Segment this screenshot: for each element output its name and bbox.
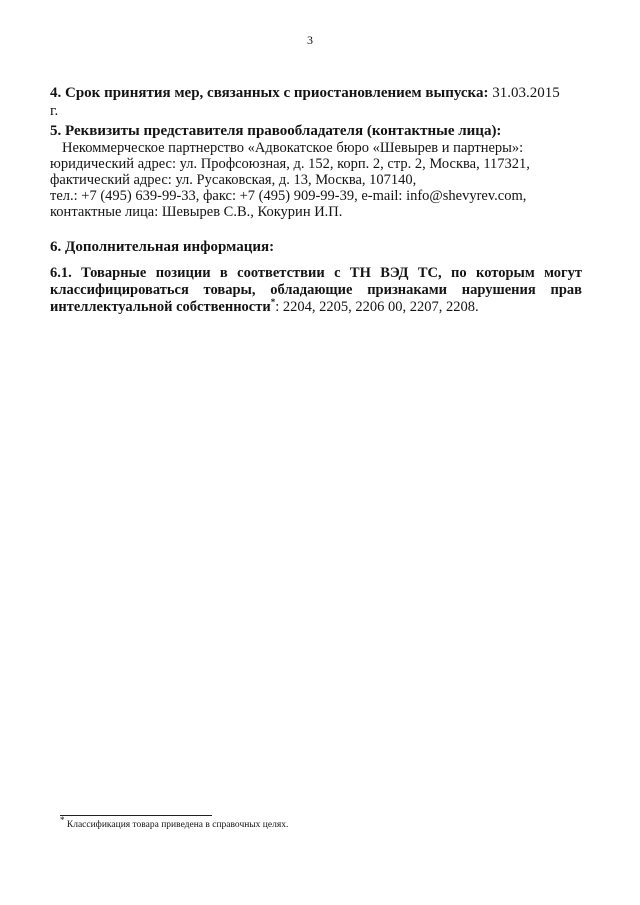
page-number: 3 — [307, 33, 313, 47]
section-5-heading: 5. Реквизиты представителя правообладателя (контактные лица): — [50, 123, 502, 139]
footnote-mark: * — [60, 815, 65, 825]
footnote-divider — [60, 815, 212, 816]
section-4-line — [50, 84, 570, 120]
section-4-value: 31.03.2015 г. — [50, 85, 560, 119]
section-5-line-5: контактные лица: Шевырев С.В., Кокурин И.П. — [50, 204, 343, 220]
section-5-line-3: фактический адрес: ул. Русаковская, д. 13, Москва, 107140, — [50, 172, 417, 188]
footnote-reference-mark: * — [270, 297, 276, 308]
section-5-line-2: юридический адрес: ул. Профсоюзная, д. 152, корп. 2, стр. 2, Москва, 117321, — [50, 156, 530, 172]
section-6-1-line-3 — [50, 299, 582, 316]
section-5 — [50, 122, 570, 220]
section-6-1-codes: : 2204, 2205, 2206 00, 2207, 2208. — [275, 299, 479, 315]
footnote-text: Классификация товара приведена в справочных целях. — [64, 820, 289, 831]
section-4 — [50, 84, 570, 120]
section-6-1-line-2: классифицироваться товары, обладающие признаками нарушения прав — [50, 282, 582, 298]
section-4-heading: 4. Срок принятия мер, связанных с приостановлением выпуска: — [50, 85, 489, 101]
section-6 — [50, 238, 570, 256]
section-6-1-line-1: 6.1. Товарные позиции в соответствии с ТН ВЭД ТС, по которым могут — [50, 265, 582, 281]
section-5-line-4: тел.: +7 (495) 639-99-33, факс: +7 (495) 909-99-39, e-mail: info@shevyrev.com, — [50, 188, 527, 204]
footnote — [60, 815, 289, 831]
section-6-1-line-3-bold: интеллектуальной собственности — [50, 299, 271, 315]
section-6-heading: 6. Дополнительная информация: — [50, 239, 275, 255]
section-5-line-1: Некоммерческое партнерство «Адвокатское бюро «Шевырев и партнеры»: — [62, 140, 524, 156]
section-6-1 — [50, 265, 582, 316]
